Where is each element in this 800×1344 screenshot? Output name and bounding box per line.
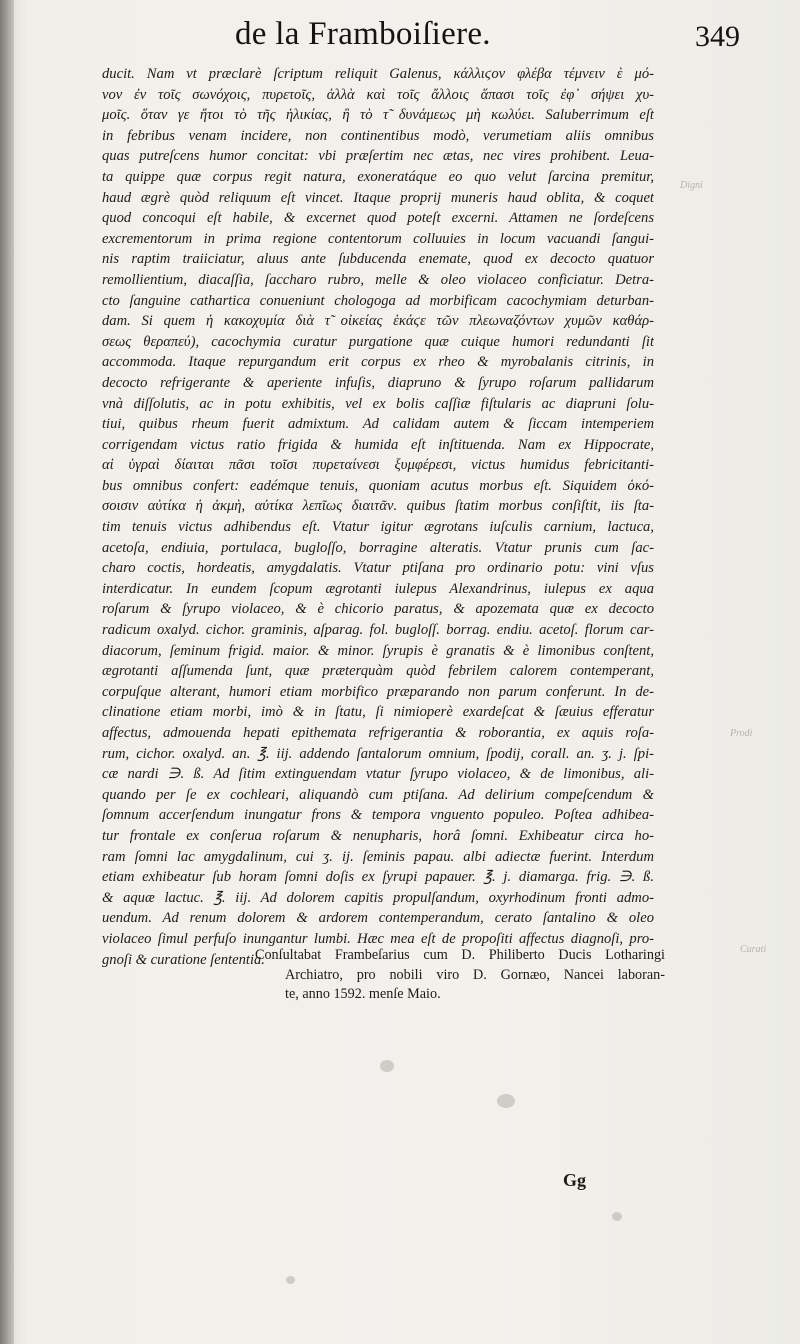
paper-speck: [286, 1276, 295, 1284]
text-line: decocto refrigerante & aperiente infuſis, diaprunо & ſyrupo roſarum pallidarum: [102, 374, 654, 391]
text-line: quando per ſe ex cochleari, aliquandò cum ptiſana. Ad delirium compeſcendum &: [102, 786, 654, 803]
text-line: corpuſque alterant, humori etiam morbifico præparando non parum conferunt. In de-: [102, 683, 654, 700]
paper-speck: [380, 1060, 394, 1072]
text-line: σεως θεραπεύ), cacochymia curatur purgatione quæ cuique humori redundanti ſit: [102, 333, 654, 350]
text-line: acetoſa, endiuia, portulaca, bugloſſo, borragine alteratis. Vtatur prunis cum ſac-: [102, 539, 654, 556]
text-line: tiui, quibus rheum fuerit admixtum. Ad calidam autem & ſiccam intemperiem: [102, 416, 654, 433]
text-line: etiam exhibeatur ſub horam ſomni doſis ex ſyrupi papauer. ℥. j. diamarga. frig. ∋. ß.: [102, 869, 654, 886]
text-line: ram ſomni lac amygdalinum, cui ʒ. ij. ſeminis papau. albi adiectæ fuerint. Interdum: [102, 848, 654, 865]
text-line: clinatione etiam morbi, imò & in ſtatu, ſi nimioperè exardeſcat & ſæuius efferatur: [102, 704, 654, 721]
signature-mark: Gg: [563, 1170, 587, 1190]
text-line: quas putreſcens humor concitat: vbi præſertim nec ætas, nec vires prohibent. Leua-: [102, 148, 654, 165]
text-line: radicum oxalyd. cichor. graminis, aſparag. fol. bugloſſ. borrag. endiu. acetoſ. florum car-: [102, 622, 654, 639]
text-line: vnà diſſolutis, ac in potu exhibitis, vel ex bolis caſſiæ fiſtularis ac diapruni ſolu-: [102, 395, 654, 412]
consultation-line: te, anno 1592. menſe Maio.: [285, 986, 441, 1002]
text-line: αἱ ὑγραὶ δίαιται πᾶσι τοῖσι πυρεταίνεσι ξυμφέρεσι, victus humidus febricitanti-: [102, 457, 654, 474]
text-line: haud ægrè quòd reliquum eſt vincet. Itaque proprij muneris haud oblita, & coquet: [102, 189, 654, 206]
text-line: excrementorum in prima regione contentorum colluuies in locum vacuandi ſangui-: [102, 230, 654, 247]
text-line: in febribus venam incidere, non continentibus modò, verumetiam aliis omnibus: [102, 127, 654, 144]
paper-speck: [612, 1212, 622, 1221]
paper-speck: [497, 1094, 515, 1108]
text-line: gnoſi & curatione ſententia.: [102, 951, 265, 968]
running-title: de la Framboiſiere.: [235, 16, 491, 52]
page-number: 349: [695, 20, 740, 53]
text-line: remollientium, diacaſſia, ſaccharo rubro, melle & oleo violaceo conficiatur. Detra-: [102, 271, 654, 288]
body-text: [102, 64, 654, 970]
text-line: accommoda. Itaque repurgandum erit corpus ex rheo & myrobalanis citrinis, in: [102, 354, 654, 371]
text-line: dam. Si quem ἡ κακοχυμία διὰ τ̃ οἰκείας ἑκάϛε τῶν πλεωναζόντων χυμῶν καθάρ-: [102, 313, 654, 330]
margin-bleed-2: Prodi: [730, 728, 753, 739]
text-line: μοῖς. ὅταν γε ἤτοι τὸ τῆς ἡλικίας, ἢ τὸ τ̃ δυνάμεως μὴ κωλύει. Saluberrimum eſt: [102, 107, 654, 124]
text-line: tur frontale ex conſerua roſarum & nenupharis, horâ ſomni. Exhibeatur circa ho-: [102, 827, 654, 844]
text-line: affectus, admouenda hepati epithemata refrigerantia & roborantia, ex aquis roſa-: [102, 725, 654, 741]
text-line: σοισιν αὐτίκα ἡ ἀκμὴ, αὐτίκα λεπῖως διαιτᾶν. quibus ſtatim morbus conſiſtit, iis ſta-: [102, 498, 654, 515]
text-line: cæ nardi ∋. ß. Ad ſitim extinguendam vtatur ſyrupo violaceo, & de limonibus, ali-: [102, 766, 654, 783]
text-line: ægrotanti aſſumenda ſunt, quæ præterquàm quòd febrilem calorem contemperant,: [102, 663, 654, 680]
consultation-note: [255, 946, 665, 1005]
binding-gutter: [0, 0, 14, 1344]
text-line: tim tenuis victus adhibendus eſt. Vtatur igitur ægrotans iuſculis carnium, lactuca,: [102, 519, 654, 536]
text-line: νον ἐν τοῖς σωνόχοις, πυρετοῖς, ἀλλὰ καὶ τοῖς ἄλλοις ἅπασι τοῖς ἐφ᾽ σήψει χυ-: [102, 86, 654, 103]
text-line: quod concoqui eſt habile, & excernet quod poteſt excerni. Attamen ne ſordeſcens: [102, 210, 654, 227]
text-line: violaceo ſimul perfuſo inungantur lumbi. Hæc mea eſt de propoſiti affectus diagnoſi, pro-: [102, 930, 654, 947]
text-line: charo coctis, hordeatis, amygdalatis. Vtatur ptiſana pro ordinario potu: vini vſus: [102, 560, 654, 577]
page-header: [100, 14, 740, 62]
consultation-line: Conſultabat Frambeſarius cum D. Philiberto Ducis Lotharingi: [255, 947, 665, 963]
text-line: interdicatur. In eundem ſcopum ægrotanti iulepus Alexandrinus, iulepus ex aqua: [102, 580, 654, 597]
text-line: ſomnum accerſendum inungatur frons & tempora vnguento populeo. Poſtea adhibea-: [102, 807, 654, 824]
text-line: & aquæ lactuc. ℥. iij. Ad dolorem capitis propulſandum, oxyrhodinum fronti admo-: [102, 889, 654, 906]
consultation-line: Archiatro, pro nobili viro D. Gornæo, Nancei laboran-: [285, 966, 665, 983]
text-line: cto ſanguine cathartica conueniunt chologoga ad morbificam cacochymiam deturban-: [102, 292, 654, 309]
text-line: diacorum, ſeminum frigid. maior. & minor. ſyrupis è granatis & è limonibus conſtent,: [102, 642, 654, 659]
text-line: ta quippe quæ corpus regit natura, exoneratáque eo quo velut ſarcina premitur,: [102, 168, 654, 185]
text-line: corrigendam victus ratio frigida & humida eſt inſtituenda. Nam ex Hippocrate,: [102, 436, 654, 453]
text-line: rum, cichor. oxalyd. an. ℥. iij. addendo ſantalorum omnium, ſpodij, corall. an. ʒ. j. ſpi-: [102, 745, 654, 762]
text-line: uendum. Ad renum dolorem & ardorem contemperandum, cerato ſantalino & oleo: [102, 910, 654, 927]
text-line: nis raptim traiiciatur, aluus ante ſubducenda enemate, quod ex decocto quatuor: [102, 251, 654, 268]
text-line: roſarum & ſyrupo violaceo, & è chicorio paratus, & apozemata quæ ex decocto: [102, 601, 654, 618]
text-line: bus omnibus confert: eadémque tenuis, quoniam acutus morbus eſt. Siquidem ὁκό-: [102, 477, 654, 494]
margin-bleed-3: Curati: [740, 944, 767, 955]
margin-bleed-1: Digni: [680, 180, 703, 191]
text-line: ducit. Nam vt præclarè ſcriptum reliquit Galenus, κάλλιϛον φλέβα τέμνειν ὲ μό-: [102, 66, 654, 82]
